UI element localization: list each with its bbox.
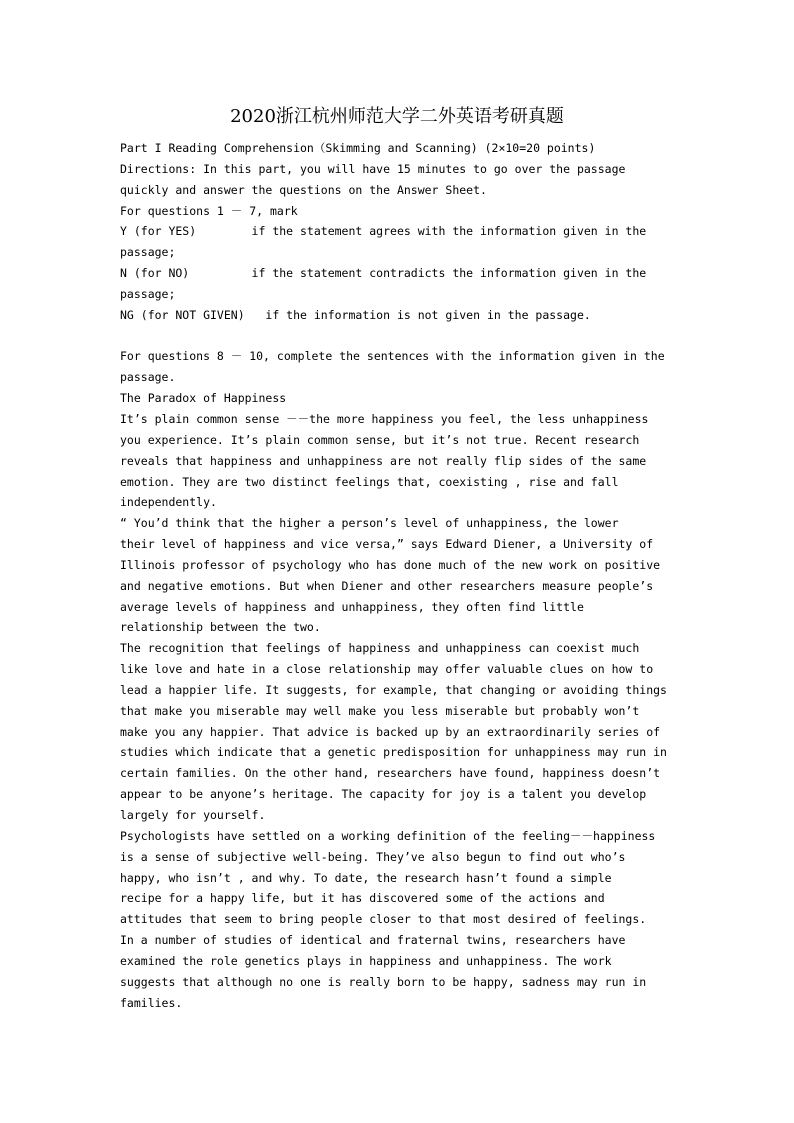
body-line: average levels of happiness and unhappiness, they often find little (120, 599, 584, 614)
body-line: suggests that although no one is really born to be happy, sadness may run in (120, 974, 647, 989)
body-line: Part I Reading Comprehension（Skimming and Scanning) (2×10=20 points) (120, 141, 596, 155)
body-line: The Paradox of Happiness (120, 391, 287, 406)
body-line: passage; (120, 245, 176, 260)
body-line: passage; (120, 286, 176, 301)
body-line: emotion. They are two distinct feelings that, coexisting , rise and fall (120, 474, 619, 489)
body-line: In a number of studies of identical and fraternal twins, researchers have (120, 933, 626, 948)
body-line: families. (120, 995, 183, 1010)
body-line: appear to be anyone’s heritage. The capacity for joy is a talent you develop (120, 787, 647, 802)
body-line: studies which indicate that a genetic predisposition for unhappiness may run in (120, 745, 667, 760)
body-line: recipe for a happy life, but it has discovered some of the actions and (120, 891, 605, 906)
body-line: happy, who isn’t , and why. To date, the research hasn’t found a simple (120, 870, 612, 885)
body-line: lead a happier life. It suggests, for example, that changing or avoiding things (120, 682, 667, 697)
body-line: It’s plain common sense －－the more happiness you feel, the less unhappiness (120, 411, 649, 426)
body-line: largely for yourself. (120, 808, 266, 822)
body-line: certain families. On the other hand, researchers have found, happiness doesn’t (120, 766, 661, 781)
body-line: For questions 8 － 10, complete the sentences with the information given in the (120, 349, 665, 364)
body-line: and negative emotions. But when Diener and other researchers measure people’s (120, 578, 654, 593)
body-line: their level of happiness and vice versa,” says Edward Diener, a University of (120, 537, 654, 552)
body-line: that make you miserable may well make you less miserable but probably won’t (120, 703, 640, 718)
body-line: Y (for YES) if the statement agrees with the information given in the (120, 224, 647, 239)
body-line: independently. (120, 495, 217, 510)
body-line: quickly and answer the questions on the Answer Sheet. (120, 182, 487, 197)
body-line: For questions 1 － 7, mark (120, 203, 298, 218)
body-line: you experience. It’s plain common sense, but it’s not true. Recent research (120, 432, 640, 447)
body-line: Directions: In this part, you will have 15 minutes to go over the passage (120, 161, 626, 176)
body-line: is a sense of subjective well-being. They’ve also begun to find out who’s (120, 849, 626, 864)
body-line: Psychologists have settled on a working definition of the feeling－－happiness (120, 828, 656, 843)
document-title: 2020浙江杭州师范大学二外英语考研真题 (230, 106, 564, 127)
body-line: passage. (120, 370, 176, 385)
body-line: “ You’d think that the higher a person’s level of unhappiness, the lower (120, 516, 619, 531)
body-line: Illinois professor of psychology who has done much of the new work on positive (120, 557, 661, 572)
body-line: The recognition that feelings of happiness and unhappiness can coexist much (120, 641, 640, 656)
body-line: attitudes that seem to bring people closer to that most desired of feelings. (120, 912, 647, 927)
body-line: like love and hate in a close relationship may offer valuable clues on how to (120, 662, 654, 677)
body-line: reveals that happiness and unhappiness are not really flip sides of the same (120, 453, 647, 468)
document-body (120, 138, 680, 1013)
body-line: N (for NO) if the statement contradicts the information given in the (120, 266, 647, 281)
body-line: relationship between the two. (120, 620, 321, 635)
body-line: make you any happier. That advice is backed up by an extraordinarily series of (120, 724, 661, 739)
body-line: NG (for NOT GIVEN) if the information is not given in the passage. (120, 307, 591, 322)
body-line: examined the role genetics plays in happiness and unhappiness. The work (120, 953, 612, 968)
body-line (120, 326, 680, 347)
